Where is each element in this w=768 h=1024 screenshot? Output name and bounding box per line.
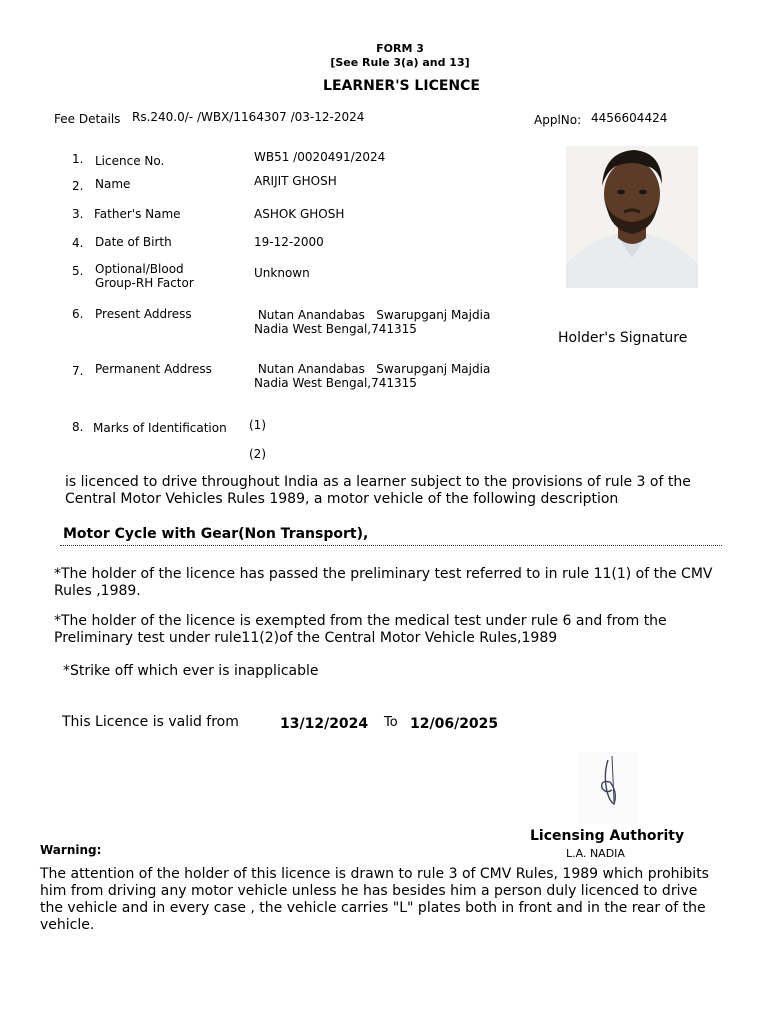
document-title: LEARNER'S LICENCE xyxy=(323,78,480,94)
field-label-licence-no: Licence No. xyxy=(95,154,165,168)
field-number: 2. xyxy=(72,179,84,193)
fee-details-label: Fee Details xyxy=(54,112,121,126)
medical-exemption-note: *The holder of the licence is exempted from the medical test under rule 6 and from the Preliminary test under rule11(2)of the Central Motor Vehicle Rules,1989 xyxy=(54,613,667,646)
field-number: 8. xyxy=(72,420,84,434)
holders-signature-label: Holder's Signature xyxy=(558,330,688,346)
field-number: 5. xyxy=(72,264,84,278)
field-value-name: ARIJIT GHOSH xyxy=(254,174,337,188)
fee-details-value: Rs.240.0/- /WBX/1164307 /03-12-2024 xyxy=(132,110,365,124)
field-label-name: Name xyxy=(95,177,131,191)
identification-mark-1: (1) xyxy=(249,418,266,432)
field-label-date-of-birth: Date of Birth xyxy=(95,235,172,249)
field-number: 7. xyxy=(72,364,84,378)
field-value-blood-group: Unknown xyxy=(254,266,310,280)
appl-no-label: ApplNo: xyxy=(534,113,582,127)
warning-label: Warning: xyxy=(40,843,102,857)
licence-description-text: is licenced to drive throughout India as a learner subject to the provisions of rule 3 of the Central Motor Vehicles Rules 1989, a motor vehicle of the following description xyxy=(65,474,691,507)
licensing-authority-title: Licensing Authority xyxy=(530,828,685,844)
field-label-present-address: Present Address xyxy=(95,307,192,321)
authority-signature-image xyxy=(578,752,638,824)
valid-to-date: 12/06/2025 xyxy=(410,716,499,732)
holder-photo xyxy=(566,146,698,288)
field-value-permanent-address-line1: Nutan Anandabas Swarupganj Majdia xyxy=(254,362,491,376)
field-value-present-address-line2: Nadia West Bengal,741315 xyxy=(254,322,417,336)
strike-off-note: *Strike off which ever is inapplicable xyxy=(63,663,319,679)
field-value-licence-no: WB51 /0020491/2024 xyxy=(254,150,386,164)
validity-to-label: To xyxy=(384,715,398,730)
field-label-fathers-name: Father's Name xyxy=(94,207,181,221)
field-value-date-of-birth: 19-12-2000 xyxy=(254,235,324,249)
field-label-marks-of-identification: Marks of Identification xyxy=(93,421,227,435)
field-number: 6. xyxy=(72,307,84,321)
warning-text: The attention of the holder of this licence is drawn to rule 3 of CMV Rules, 1989 which prohibits him from driving any motor vehicle unless he has besides him a person duly licenced to drive the vehicle and in every case , the vehicle carries "L" plates both in front and in the rear of the vehicle. xyxy=(40,866,709,933)
identification-mark-2: (2) xyxy=(249,447,266,461)
appl-no-value: 4456604424 xyxy=(591,111,668,125)
dotted-divider xyxy=(60,545,722,546)
field-number: 4. xyxy=(72,236,84,250)
licensing-authority-office: L.A. NADIA xyxy=(566,847,625,860)
preliminary-test-note: *The holder of the licence has passed the preliminary test referred to in rule 11(1) of the CMV Rules ,1989. xyxy=(54,566,713,599)
field-number: 1. xyxy=(72,152,84,166)
field-label-permanent-address: Permanent Address xyxy=(95,362,212,376)
field-label-blood-group-line2: Group-RH Factor xyxy=(95,276,194,290)
validity-label: This Licence is valid from xyxy=(62,714,239,730)
field-value-fathers-name: ASHOK GHOSH xyxy=(254,207,345,221)
form-number: FORM 3 xyxy=(376,42,424,55)
rule-reference: [See Rule 3(a) and 13] xyxy=(330,56,470,69)
holder-photo-image xyxy=(566,146,698,288)
field-number: 3. xyxy=(72,207,84,221)
vehicle-class: Motor Cycle with Gear(Non Transport), xyxy=(63,526,369,542)
field-value-permanent-address-line2: Nadia West Bengal,741315 xyxy=(254,376,417,390)
field-value-present-address-line1: Nutan Anandabas Swarupganj Majdia xyxy=(254,308,491,322)
field-label-blood-group: Optional/Blood xyxy=(95,262,184,276)
valid-from-date: 13/12/2024 xyxy=(280,716,369,732)
